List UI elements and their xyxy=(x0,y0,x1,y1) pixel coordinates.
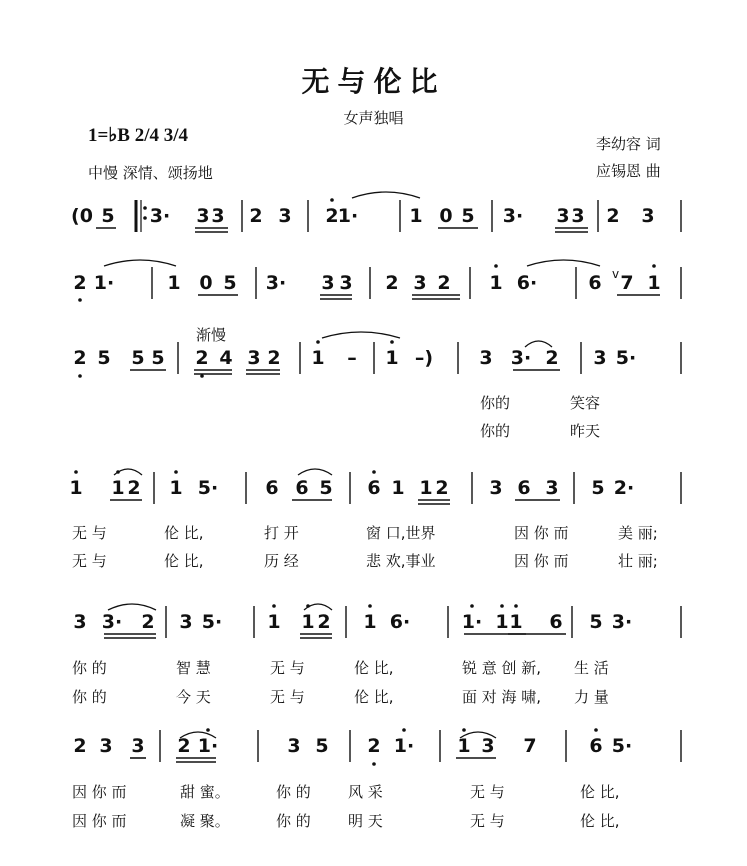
note: 5 xyxy=(151,347,165,369)
note: 0 xyxy=(199,272,213,294)
note: 2 xyxy=(249,205,263,227)
repeat-dot xyxy=(143,216,147,220)
note: 1 xyxy=(167,272,181,294)
octave-dot xyxy=(74,470,78,474)
note: 3 xyxy=(489,477,503,499)
note: 5 xyxy=(223,272,237,294)
note: 3 xyxy=(593,347,607,369)
lyric-line: 你的 昨天 xyxy=(480,422,601,440)
note: 5· xyxy=(615,347,637,369)
lyricist-credit: 李幼容 词 xyxy=(596,135,661,153)
note: 3 xyxy=(545,477,559,499)
note: 7 xyxy=(620,272,634,294)
note: 6 xyxy=(589,735,603,757)
note: 3 xyxy=(556,205,570,227)
lyric-line: 你 的 智 慧 无 与 伦 比, 锐 意 创 新, 生 活 xyxy=(72,659,609,677)
note: 1 xyxy=(363,611,377,633)
note: 2 xyxy=(267,347,281,369)
note: 6 xyxy=(367,477,381,499)
note: 2 xyxy=(437,272,451,294)
note: 2 xyxy=(73,347,87,369)
octave-dot xyxy=(206,728,210,732)
note: 1 xyxy=(385,347,399,369)
lyric-line: 因 你 而 凝 聚。 你 的 明 天 无 与 伦 比, xyxy=(72,812,620,830)
note: 1 xyxy=(509,611,523,633)
lyric-line: 无 与 伦 比, 历 经 悲 欢,事业 因 你 而 壮 丽; xyxy=(72,552,658,570)
note: 2 xyxy=(127,477,141,499)
note: 5 xyxy=(97,347,111,369)
note: 1 xyxy=(495,611,509,633)
note: 2 xyxy=(73,735,87,757)
note: 3 xyxy=(641,205,655,227)
note: 3· xyxy=(265,272,287,294)
note: 1 xyxy=(69,477,83,499)
note: 6· xyxy=(389,611,411,633)
note: –) xyxy=(414,347,434,369)
note: 1 xyxy=(169,477,183,499)
lyric-line: 你 的 今 天 无 与 伦 比, 面 对 海 啸, 力 量 xyxy=(72,688,609,706)
breath-mark: v xyxy=(612,267,620,281)
note: 0 xyxy=(439,205,453,227)
note: 2 xyxy=(545,347,559,369)
tie-arc xyxy=(114,469,142,475)
slow-down-marking: 渐慢 xyxy=(196,326,227,344)
note: 2 xyxy=(73,272,87,294)
note: 1 xyxy=(267,611,281,633)
note: 1 xyxy=(301,611,315,633)
note: 7 xyxy=(523,735,537,757)
octave-dot xyxy=(272,604,276,608)
note: 5 xyxy=(315,735,329,757)
note: 3 xyxy=(339,272,353,294)
octave-dot xyxy=(316,340,320,344)
note: 3 xyxy=(413,272,427,294)
note: 3 xyxy=(479,347,493,369)
octave-dot xyxy=(500,604,504,608)
octave-dot xyxy=(390,340,394,344)
octave-dot xyxy=(462,728,466,732)
lyric-line: 因 你 而 甜 蜜。 你 的 风 采 无 与 伦 比, xyxy=(72,783,620,801)
subtitle: 女声独唱 xyxy=(343,109,404,127)
note: 5 xyxy=(461,205,475,227)
note: 2 xyxy=(195,347,209,369)
note: 5 xyxy=(591,477,605,499)
note: 5 xyxy=(131,347,145,369)
note: 3 xyxy=(287,735,301,757)
note: 6 xyxy=(265,477,279,499)
lyric-line: 你的 笑容 xyxy=(480,394,601,412)
note: 5· xyxy=(611,735,633,757)
key-signature: 1=♭B 2/4 3/4 xyxy=(88,125,189,146)
octave-dot xyxy=(594,728,598,732)
note: 1· xyxy=(93,272,115,294)
octave-dot xyxy=(470,604,474,608)
page-title: 无与伦比 xyxy=(301,65,446,98)
composer-credit: 应锡恩 曲 xyxy=(596,162,661,180)
note: 3 xyxy=(196,205,210,227)
note: 3· xyxy=(101,611,123,633)
note: 6 xyxy=(549,611,563,633)
tie-arc xyxy=(108,604,156,610)
note: 3 xyxy=(247,347,261,369)
note: 1 xyxy=(457,735,471,757)
repeat-dot xyxy=(143,206,147,210)
octave-dot xyxy=(372,762,376,766)
octave-dot xyxy=(78,374,82,378)
note: 3 xyxy=(73,611,87,633)
note: 1 xyxy=(391,477,405,499)
note: 3· xyxy=(611,611,633,633)
note: 2 xyxy=(385,272,399,294)
octave-dot xyxy=(514,604,518,608)
tie-arc xyxy=(527,260,600,266)
note: 2 xyxy=(177,735,191,757)
tie-arc xyxy=(352,192,420,198)
tempo-marking: 中慢 深情、颂扬地 xyxy=(88,164,213,182)
note: 5· xyxy=(201,611,223,633)
note: 3 xyxy=(321,272,335,294)
note: 2 xyxy=(367,735,381,757)
note: 3 xyxy=(481,735,495,757)
note: 3 xyxy=(131,735,145,757)
tie-arc xyxy=(104,260,176,266)
note: 1 xyxy=(489,272,503,294)
note: 1· xyxy=(197,735,219,757)
octave-dot xyxy=(494,264,498,268)
note: 6 xyxy=(295,477,309,499)
tie-arc xyxy=(322,332,400,338)
note: 5· xyxy=(197,477,219,499)
octave-dot xyxy=(652,264,656,268)
octave-dot xyxy=(402,728,406,732)
note: 3 xyxy=(99,735,113,757)
octave-dot xyxy=(372,470,376,474)
note: 5 xyxy=(319,477,333,499)
note: 1· xyxy=(337,205,359,227)
octave-dot xyxy=(174,470,178,474)
note: 1 xyxy=(647,272,661,294)
note: 2 xyxy=(317,611,331,633)
note: 3· xyxy=(502,205,524,227)
note: 1 xyxy=(111,477,125,499)
note: 2 xyxy=(325,205,339,227)
note: 3 xyxy=(278,205,292,227)
octave-dot xyxy=(200,374,204,378)
note: 6 xyxy=(588,272,602,294)
note: – xyxy=(347,347,357,369)
note: 3 xyxy=(571,205,585,227)
note: 1· xyxy=(393,735,415,757)
note: 3 xyxy=(211,205,225,227)
note: 6 xyxy=(517,477,531,499)
note: 2 xyxy=(435,477,449,499)
note: 1· xyxy=(461,611,483,633)
note: 5 xyxy=(589,611,603,633)
note: 2 xyxy=(141,611,155,633)
note: 3· xyxy=(510,347,532,369)
note: 3· xyxy=(149,205,171,227)
octave-dot xyxy=(368,604,372,608)
note: 6· xyxy=(516,272,538,294)
note: 2 xyxy=(606,205,620,227)
octave-dot xyxy=(78,298,82,302)
note: 1 xyxy=(409,205,423,227)
note: 1 xyxy=(419,477,433,499)
note: 3 xyxy=(179,611,193,633)
note: 2· xyxy=(613,477,635,499)
octave-dot xyxy=(330,198,334,202)
tie-arc xyxy=(298,469,332,475)
note: (0 xyxy=(71,205,93,227)
lyric-line: 无 与 伦 比, 打 开 窗 口,世界 因 你 而 美 丽; xyxy=(72,524,658,542)
note: 4 xyxy=(219,347,233,369)
note: 1 xyxy=(311,347,325,369)
note: 5 xyxy=(101,205,115,227)
